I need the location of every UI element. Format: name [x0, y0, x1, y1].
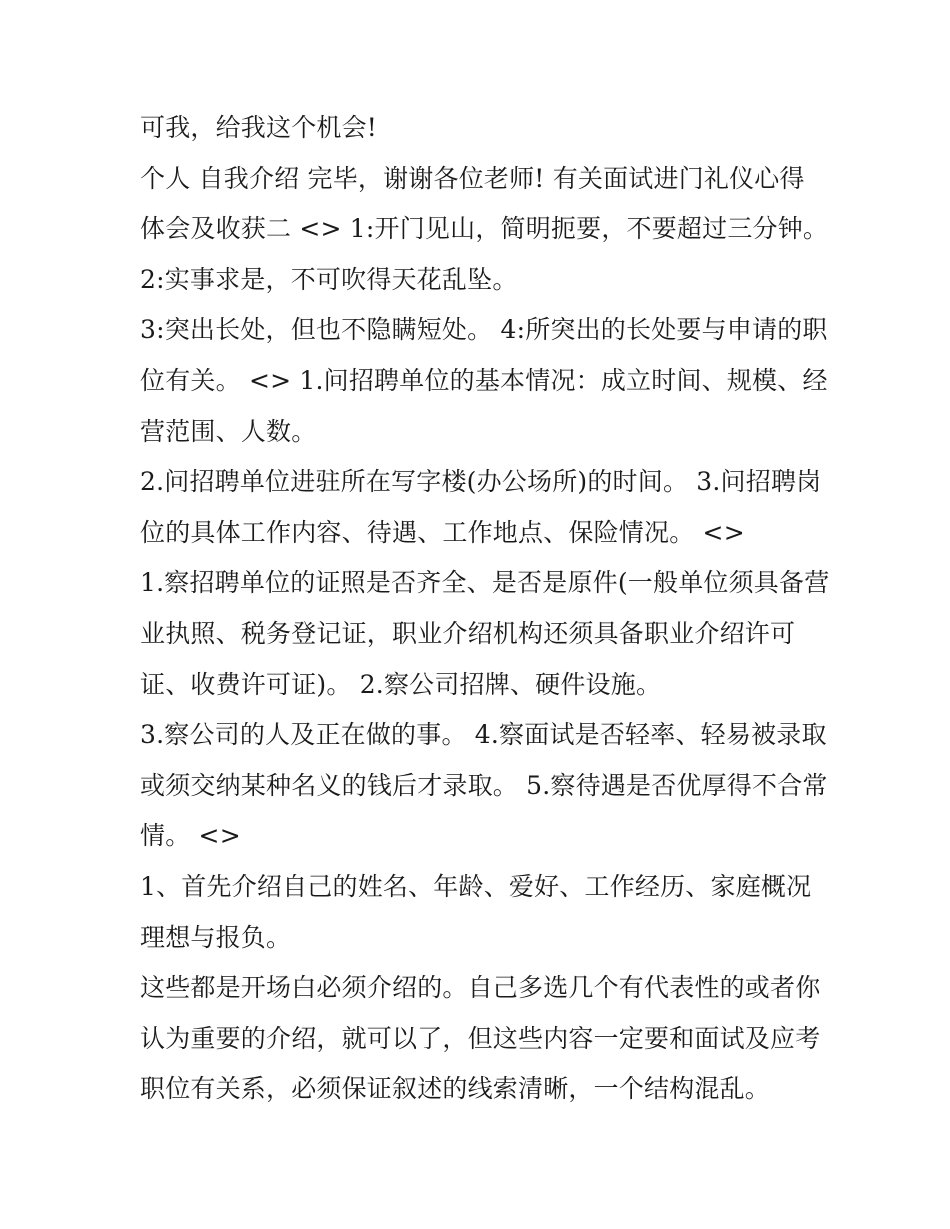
text-line: 2:实事求是，不可吹得天花乱坠。	[140, 264, 518, 294]
text-line: 认为重要的介绍，就可以了，但这些内容一定要和面试及应考	[140, 1023, 821, 1053]
text-line: 3:突出长处，但也不隐瞒短处。 4:所突出的长处要与申请的职	[140, 315, 828, 345]
text-line: 体会及收获二 <> 1:开门见山，简明扼要，不要超过三分钟。	[140, 214, 829, 244]
text-line: 个人 自我介绍 完毕，谢谢各位老师! 有关面试进门礼仪心得	[140, 163, 805, 193]
document-body	[140, 103, 830, 1115]
text-line: 位有关。 <> 1.问招聘单位的基本情况：成立时间、规模、经	[140, 365, 828, 395]
text-line: 营范围、人数。	[140, 416, 317, 446]
text-line: 1.察招聘单位的证照是否齐全、是否是原件(一般单位须具备营	[140, 568, 830, 598]
text-line: 理想与报负。	[140, 922, 292, 952]
text-line: 这些都是开场白必须介绍的。自己多选几个有代表性的或者你	[140, 973, 821, 1003]
text-line: 2.问招聘单位进驻所在写字楼(办公场所)的时间。 3.问招聘岗	[140, 467, 822, 497]
text-line: 或须交纳某种名义的钱后才录取。 5.察待遇是否优厚得不合常	[140, 770, 828, 800]
text-line: 3.察公司的人及正在做的事。 4.察面试是否轻率、轻易被录取	[140, 720, 827, 750]
text-line: 证、收费许可证)。 2.察公司招牌、硬件设施。	[140, 669, 662, 699]
text-line: 情。 <>	[140, 821, 241, 851]
text-line: 1、首先介绍自己的姓名、年龄、爱好、工作经历、家庭概况	[140, 871, 812, 901]
text-line: 可我，给我这个机会!	[140, 113, 378, 142]
text-line: 位的具体工作内容、待遇、工作地点、保险情况。 <>	[140, 517, 745, 547]
text-line: 业执照、税务登记证，职业介绍机构还须具备职业介绍许可	[140, 618, 796, 648]
text-line: 职位有关系，必须保证叙述的线索清晰，一个结构混乱。	[140, 1074, 771, 1104]
